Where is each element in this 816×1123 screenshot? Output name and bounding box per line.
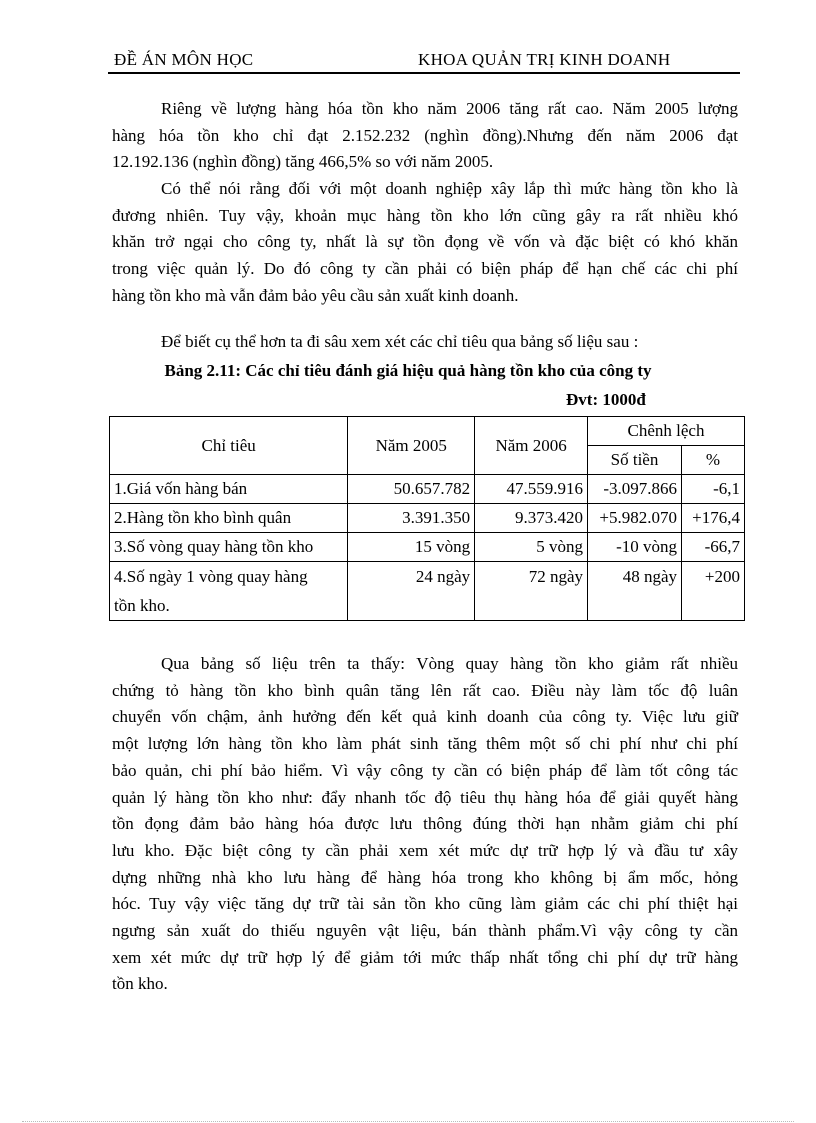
table-caption: Bảng 2.11: Các chỉ tiêu đánh giá hiệu quả hàng tồn kho của công ty	[164, 361, 652, 380]
text-line: quản lý hàng tồn kho như: đẩy nhanh tốc độ tiêu thụ hàng hóa để giải quyết hàng	[112, 787, 738, 807]
inventory-efficiency-table	[109, 416, 745, 621]
text-line: tồn kho.	[112, 974, 168, 994]
cell-2005: 15 vòng	[348, 533, 475, 562]
text-line: Riêng về lượng hàng hóa tồn kho năm 2006 tăng rất cao. Năm 2005 lượng	[161, 99, 738, 118]
text-line: khăn trở ngại cho công ty, nhất là sự tồn đọng về vốn và đặc biệt có khó khăn	[112, 232, 738, 252]
cell-2006: 72 ngày	[475, 562, 588, 621]
text-line: chứng tỏ hàng tồn kho bình quân tăng lên rất cao. Điều này làm tốc độ luân	[112, 680, 738, 700]
paragraph-analysis	[112, 651, 738, 998]
cell-amount: -10 vòng	[588, 533, 682, 562]
text-line: bảo quản, chi phí bảo hiểm. Vì vậy công ty cần có biện pháp để làm tốt công tác	[112, 760, 738, 780]
text-line: Để biết cụ thể hơn ta đi sâu xem xét các chỉ tiêu qua bảng số liệu sau :	[161, 332, 639, 351]
table-row	[110, 475, 745, 504]
text-line: lưu kho. Đặc biệt công ty cần phải xem xét mức dự trữ hợp lý và đầu tư xây	[112, 840, 738, 860]
text-line: hóc. Tuy vậy việc tăng dự trữ tài sản tồn kho cũng làm giảm các chi phí thiệt hại	[112, 894, 738, 914]
text-line: hàng tồn kho mà vẫn đảm bảo yêu cầu sản xuất kinh doanh.	[112, 285, 519, 305]
header-percent: %	[682, 446, 745, 475]
cell-percent: +176,4	[682, 504, 745, 533]
cell-amount: 48 ngày	[588, 562, 682, 621]
text-line: xem xét mức dự trữ hợp lý để giảm tới mức thấp nhất tổng chi phí dự trữ hàng	[112, 947, 738, 967]
text-line: tồn đọng đảm bảo hàng hóa được lưu thông đúng thời hạn nhằm giảm chi phí	[112, 814, 738, 834]
cell-2005: 50.657.782	[348, 475, 475, 504]
cell-2006: 47.559.916	[475, 475, 588, 504]
row-label	[110, 562, 348, 621]
table-row	[110, 504, 745, 533]
text-line: trong việc quản lý. Do đó công ty cần phải có biện pháp để hạn chế các chi phí	[112, 259, 738, 279]
text-line: hàng hóa tồn kho chỉ đạt 2.152.232 (nghìn đồng).Nhưng đến năm 2006 đạt	[112, 125, 738, 145]
cell-2005: 24 ngày	[348, 562, 475, 621]
row-label: 1.Giá vốn hàng bán	[110, 475, 348, 504]
text-line: ngưng sản xuất do thiếu nguyên vật liệu, bán thành phẩm.Vì vậy công ty cần	[112, 921, 738, 941]
header-indicator: Chỉ tiêu	[110, 417, 348, 475]
row-label-line: tồn kho.	[114, 596, 170, 615]
header-faculty: KHOA QUẢN TRỊ KINH DOANH	[418, 50, 671, 69]
header-difference: Chênh lệch	[588, 417, 745, 446]
cell-amount: -3.097.866	[588, 475, 682, 504]
row-label: 3.Số vòng quay hàng tồn kho	[110, 533, 348, 562]
text-line: Có thể nói rằng đối với một doanh nghiệp xây lắp thì mức hàng tồn kho là	[161, 179, 738, 198]
row-label: 2.Hàng tồn kho bình quân	[110, 504, 348, 533]
text-line: Qua bảng số liệu trên ta thấy: Vòng quay hàng tồn kho giảm rất nhiều	[161, 654, 738, 673]
paragraph-construction-inventory	[112, 176, 738, 310]
table-unit: Đvt: 1000đ	[566, 390, 646, 409]
cell-percent: +200	[682, 562, 745, 621]
page-header	[108, 48, 740, 74]
paragraph-table-intro	[112, 329, 738, 356]
cell-2006: 5 vòng	[475, 533, 588, 562]
table-row	[110, 562, 745, 621]
text-line: đương nhiên. Tuy vậy, khoản mục hàng tồn kho lớn cũng gây ra rất nhiều khó	[112, 205, 738, 225]
text-line: dựng những nhà kho lưu hàng để hàng hóa trong kho không bị ẩm mốc, hỏng	[112, 867, 738, 887]
text-line: 12.192.136 (nghìn đồng) tăng 466,5% so với năm 2005.	[112, 152, 494, 172]
table-header-row	[110, 417, 745, 446]
row-label-line: 4.Số ngày 1 vòng quay hàng	[114, 567, 308, 586]
header-year-2006: Năm 2006	[475, 417, 588, 475]
cell-percent: -6,1	[682, 475, 745, 504]
header-amount: Số tiền	[588, 446, 682, 475]
header-year-2005: Năm 2005	[348, 417, 475, 475]
cell-percent: -66,7	[682, 533, 745, 562]
text-line: chuyển vốn chậm, ảnh hưởng đến kết quả kinh doanh của công ty. Việc lưu giữ	[112, 707, 738, 727]
cell-amount: +5.982.070	[588, 504, 682, 533]
header-course-title: ĐỀ ÁN MÔN HỌC	[114, 50, 254, 69]
paragraph-inventory-growth	[112, 96, 738, 176]
cell-2006: 9.373.420	[475, 504, 588, 533]
text-line: một lượng lớn hàng tồn kho làm phát sinh tăng thêm một số chi phí như chi phí	[112, 734, 738, 754]
page-bottom-divider	[22, 1121, 794, 1122]
cell-2005: 3.391.350	[348, 504, 475, 533]
table-row	[110, 533, 745, 562]
